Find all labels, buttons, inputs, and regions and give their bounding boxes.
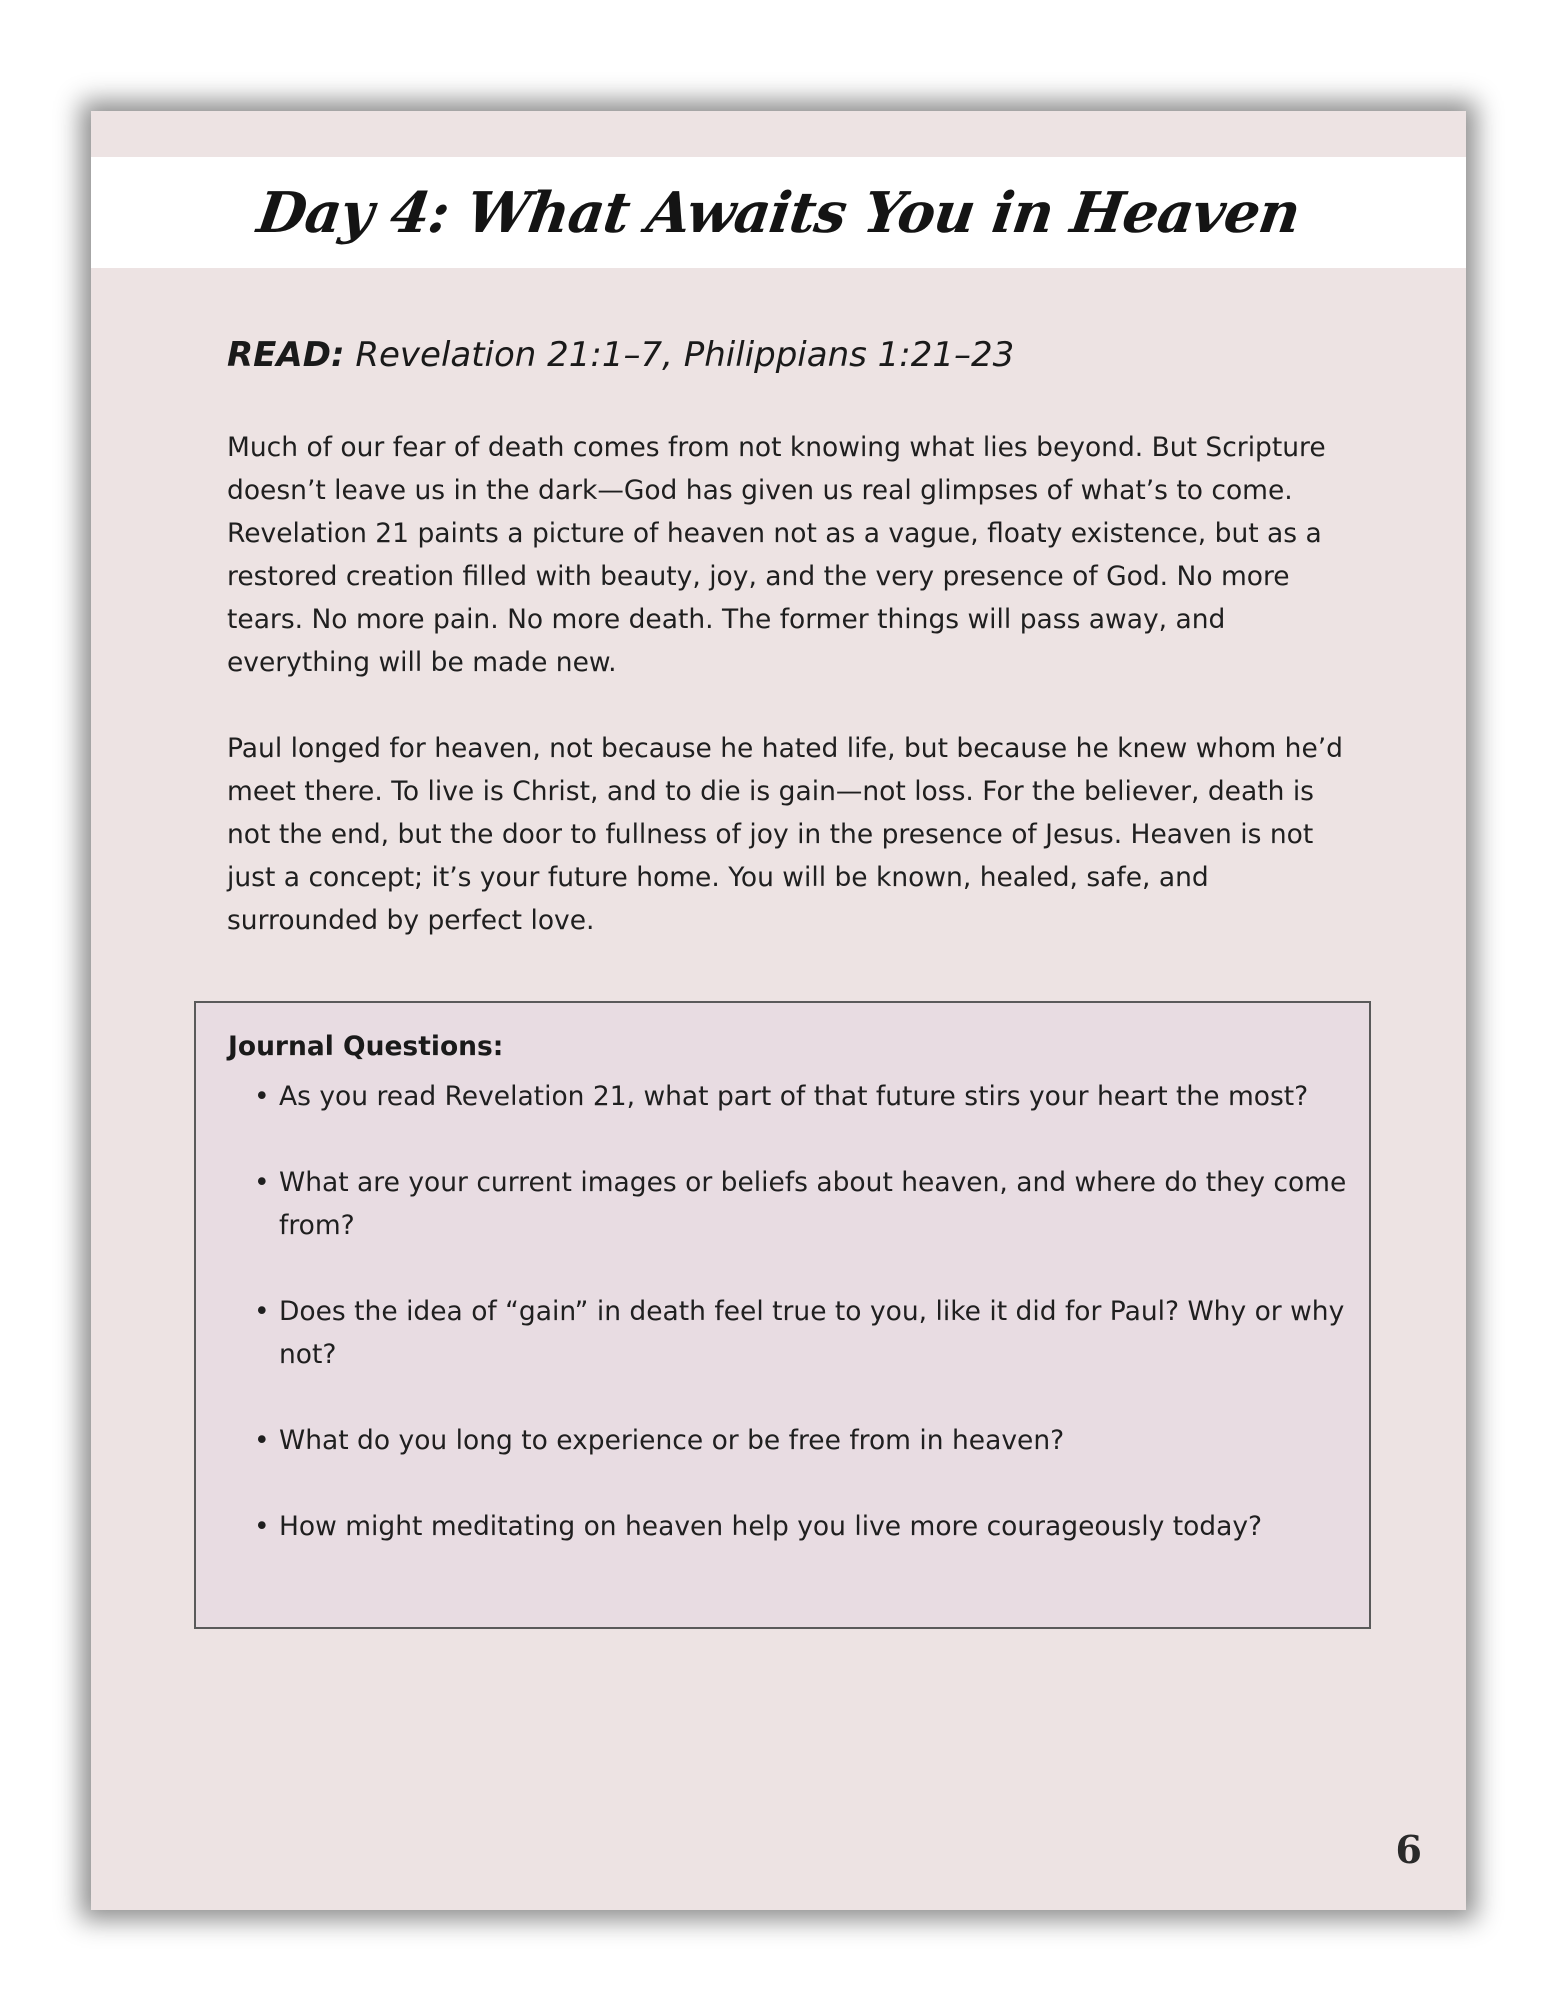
paragraph-2: Paul longed for heaven, not because he hated life, but because he knew whom he’d meet there. To live is Christ, and to die is gain—not loss. For the believer, death is not the end, but the door to fullness of joy in the presence of Jesus. Heaven is not just a concept; it’s your future home. You will be known, healed, safe, and surrounded by perfect love. xyxy=(227,733,1343,936)
bullet-icon: • xyxy=(254,1081,270,1112)
journal-question xyxy=(228,1505,1348,1548)
page-number: 6 xyxy=(1395,1827,1422,1872)
journal-question-list xyxy=(228,1075,1348,1591)
journal-question-text: How might meditating on heaven help you live more courageously today? xyxy=(279,1511,1263,1542)
journal-question-text: What are your current images or beliefs about heaven, and where do they come from? xyxy=(279,1167,1347,1241)
journal-question xyxy=(228,1419,1348,1462)
journal-question xyxy=(228,1290,1348,1376)
read-label: READ: xyxy=(227,335,345,375)
journal-question-text: Does the idea of “gain” in death feel true to you, like it did for Paul? Why or why not? xyxy=(279,1296,1345,1370)
read-line xyxy=(227,335,1014,375)
page-title: Day 4: What Awaits You in Heaven xyxy=(253,179,1304,246)
journal-question-text: As you read Revelation 21, what part of that future stirs your heart the most? xyxy=(279,1081,1309,1112)
paragraph-1: Much of our fear of death comes from not knowing what lies beyond. But Scripture doesn’t leave us in the dark—God has given us real glimpses of what’s to come. Revelation 21 paints a picture of heaven not as a vague, floaty existence, but as a restored creation filled with beauty, joy, and the very presence of God. No more tears. No more pain. No more death. The former things will pass away, and everything will be made new. xyxy=(227,432,1326,678)
journal-questions-box xyxy=(194,1001,1371,1629)
journal-heading: Journal Questions: xyxy=(228,1031,504,1062)
title-band xyxy=(91,157,1466,268)
bullet-icon: • xyxy=(254,1167,270,1198)
journal-question xyxy=(228,1075,1348,1118)
bullet-icon: • xyxy=(254,1511,270,1542)
journal-question-text: What do you long to experience or be free from in heaven? xyxy=(279,1425,1065,1456)
bullet-icon: • xyxy=(254,1425,270,1456)
journal-question xyxy=(228,1161,1348,1247)
bullet-icon: • xyxy=(254,1296,270,1327)
read-passages: Revelation 21:1–7, Philippians 1:21–23 xyxy=(355,335,1015,375)
document-page xyxy=(91,111,1466,1910)
